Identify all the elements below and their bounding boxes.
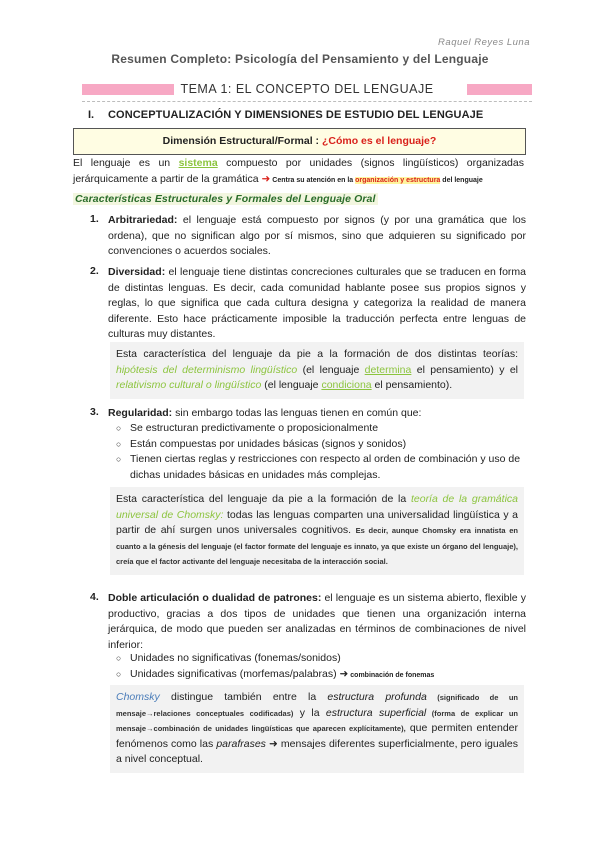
note-text: Esta característica del lenguaje da pie a la formación de la xyxy=(116,493,411,505)
note-text: el pensamiento) y el xyxy=(411,363,519,376)
theme-header xyxy=(82,80,532,100)
subheading: Características Estructurales y Formales del Lenguaje Oral xyxy=(75,193,376,205)
bullet-text: Unidades significativas (morfemas/palabras) xyxy=(130,667,340,680)
articulacion-bullets xyxy=(116,651,526,683)
note-highlight: teoría de la gramática universal de Chomsky: xyxy=(116,493,518,521)
note-small-text: Es decir, aunque Chomsky era innatista en cuanto a la génesis del lenguaje (el factor formate del lenguaje es innato, ya que existe un órgano del lenguaje), creía que el factor activante del lenguaje necesitaba de la interacción social. xyxy=(116,526,518,567)
intro-paragraph xyxy=(73,156,524,188)
document-title: Resumen Completo: Psicología del Pensamiento y del Lenguaje xyxy=(111,52,489,66)
note-text: distingue también entre la xyxy=(159,691,328,703)
item-number: 4. xyxy=(90,591,99,603)
item-text: el lenguaje es un sistema abierto, flexible y productivo, gracias a dos tipos de unidades que tienen una organización interna jerárquica, de modo que pueden ser analizadas en términos de combinaciones de nivel inferior: xyxy=(108,592,526,651)
note-text: el pensamiento). xyxy=(371,379,453,392)
section-title: CONCEPTUALIZACIÓN Y DIMENSIONES DE ESTUDIO DEL LENGUAJE xyxy=(108,109,484,121)
item-text: el lenguaje está compuesto por signos (y por una gramática que los ordena), que no significan algo por sí mismos, sino que adquieren su significado por convenciones o acuerdos sociales. xyxy=(108,214,526,258)
note-text: (el lenguaje xyxy=(261,379,322,392)
arrow-icon: ➜ xyxy=(261,172,271,185)
note-highlight: Chomsky xyxy=(116,691,160,703)
note-box-theories xyxy=(110,342,524,399)
note-text: y la xyxy=(293,706,326,719)
note-box-estructura xyxy=(110,685,524,773)
note-text: (el lenguaje xyxy=(297,363,365,376)
arrow-icon: ➜ xyxy=(265,737,278,750)
author-name: Raquel Reyes Luna xyxy=(438,37,530,48)
note-small-text: (forma de explicar un mensaje→combinación de unidades lingüísticas que aparecen explícitamente), xyxy=(116,708,518,734)
item-number: 2. xyxy=(90,265,99,277)
item-text: el lenguaje tiene distintas concreciones culturales que se traducen en forma de distintas lenguas. Es decir, cada comunidad hablante posee sus propios signos y reglas, lo que significa que cada cultura designa y categoriza la realidad de manera diferente. Esto hace prácticamente imposible la traducción perfecta entre lenguas de culturas muy distantes. xyxy=(108,266,526,341)
intro-note-highlight: organización y estructura xyxy=(355,176,441,184)
intro-note: del lenguaje xyxy=(440,176,483,184)
item-title: Diversidad: xyxy=(108,266,166,278)
dimension-box xyxy=(73,128,526,155)
item-regularidad xyxy=(108,406,526,422)
bullet-item: ○ Unidades no significativas (fonemas/sonidos) xyxy=(116,651,526,667)
note-italic: estructura superficial xyxy=(325,706,427,719)
note-text: Esta característica del lenguaje da pie a la formación de dos distintas teorías: xyxy=(116,348,518,360)
note-text: que permiten entender fenómenos como las xyxy=(116,722,518,750)
note-box-chomsky xyxy=(110,487,524,575)
theme-divider xyxy=(82,101,532,102)
bullet-item: ○ Tienen ciertas reglas y restricciones con respecto al orden de combinación y uso de dichas unidades básicas en unidades más complejas. xyxy=(116,452,526,483)
item-arbitrariedad xyxy=(108,213,526,260)
item-title: Regularidad: xyxy=(108,407,173,419)
note-highlight: determina xyxy=(364,363,412,376)
intro-text: El lenguaje es un xyxy=(73,157,179,169)
note-italic: estructura profunda xyxy=(327,691,427,703)
note-highlight: relativismo cultural o lingüístico xyxy=(116,379,262,392)
bullet-note: combinación de fonemas xyxy=(348,671,435,679)
regularidad-bullets xyxy=(116,421,526,483)
item-diversidad xyxy=(108,265,526,343)
dimension-question: ¿Cómo es el lenguaje? xyxy=(321,135,437,147)
note-highlight: condiciona xyxy=(321,379,372,392)
arrow-icon: ➜ xyxy=(339,667,349,680)
note-highlight: hipótesis del determinismo lingüístico xyxy=(116,363,298,376)
sistema-highlight: sistema xyxy=(178,157,218,169)
item-title: Doble articulación o dualidad de patrones: xyxy=(108,592,322,604)
intro-note: Centra su atención en la xyxy=(270,176,356,184)
note-text: mensajes diferentes superficialmente, pero iguales a nivel conceptual. xyxy=(116,737,518,766)
note-italic: parafrases xyxy=(216,737,266,750)
item-number: 1. xyxy=(90,213,99,225)
dimension-label: Dimensión Estructural/Formal : xyxy=(162,135,322,147)
note-text: todas las lenguas comparten una universalidad lingüística y a partir de ahí surgen unos universales cognitivos. xyxy=(116,508,518,537)
item-text: sin embargo todas las lenguas tienen en común que: xyxy=(172,407,422,419)
intro-text: compuesto por unidades (signos lingüísticos) organizadas jerárquicamente a partir de la gramática xyxy=(73,157,524,185)
theme-title: TEMA 1: EL CONCEPTO DEL LENGUAJE xyxy=(180,82,434,96)
item-title: Arbitrariedad: xyxy=(108,214,178,226)
bullet-item: ○ Se estructuran predictivamente o proposicionalmente xyxy=(116,421,526,437)
item-doble-articulacion xyxy=(108,591,526,653)
note-small-text: (significado de un mensaje→relaciones conceptuales codificadas) xyxy=(116,693,518,718)
item-number: 3. xyxy=(90,406,99,418)
bullet-item: ○ Están compuestas por unidades básicas (signos y sonidos) xyxy=(116,437,526,453)
section-number: I. xyxy=(88,109,95,121)
bullet-item xyxy=(116,667,526,684)
